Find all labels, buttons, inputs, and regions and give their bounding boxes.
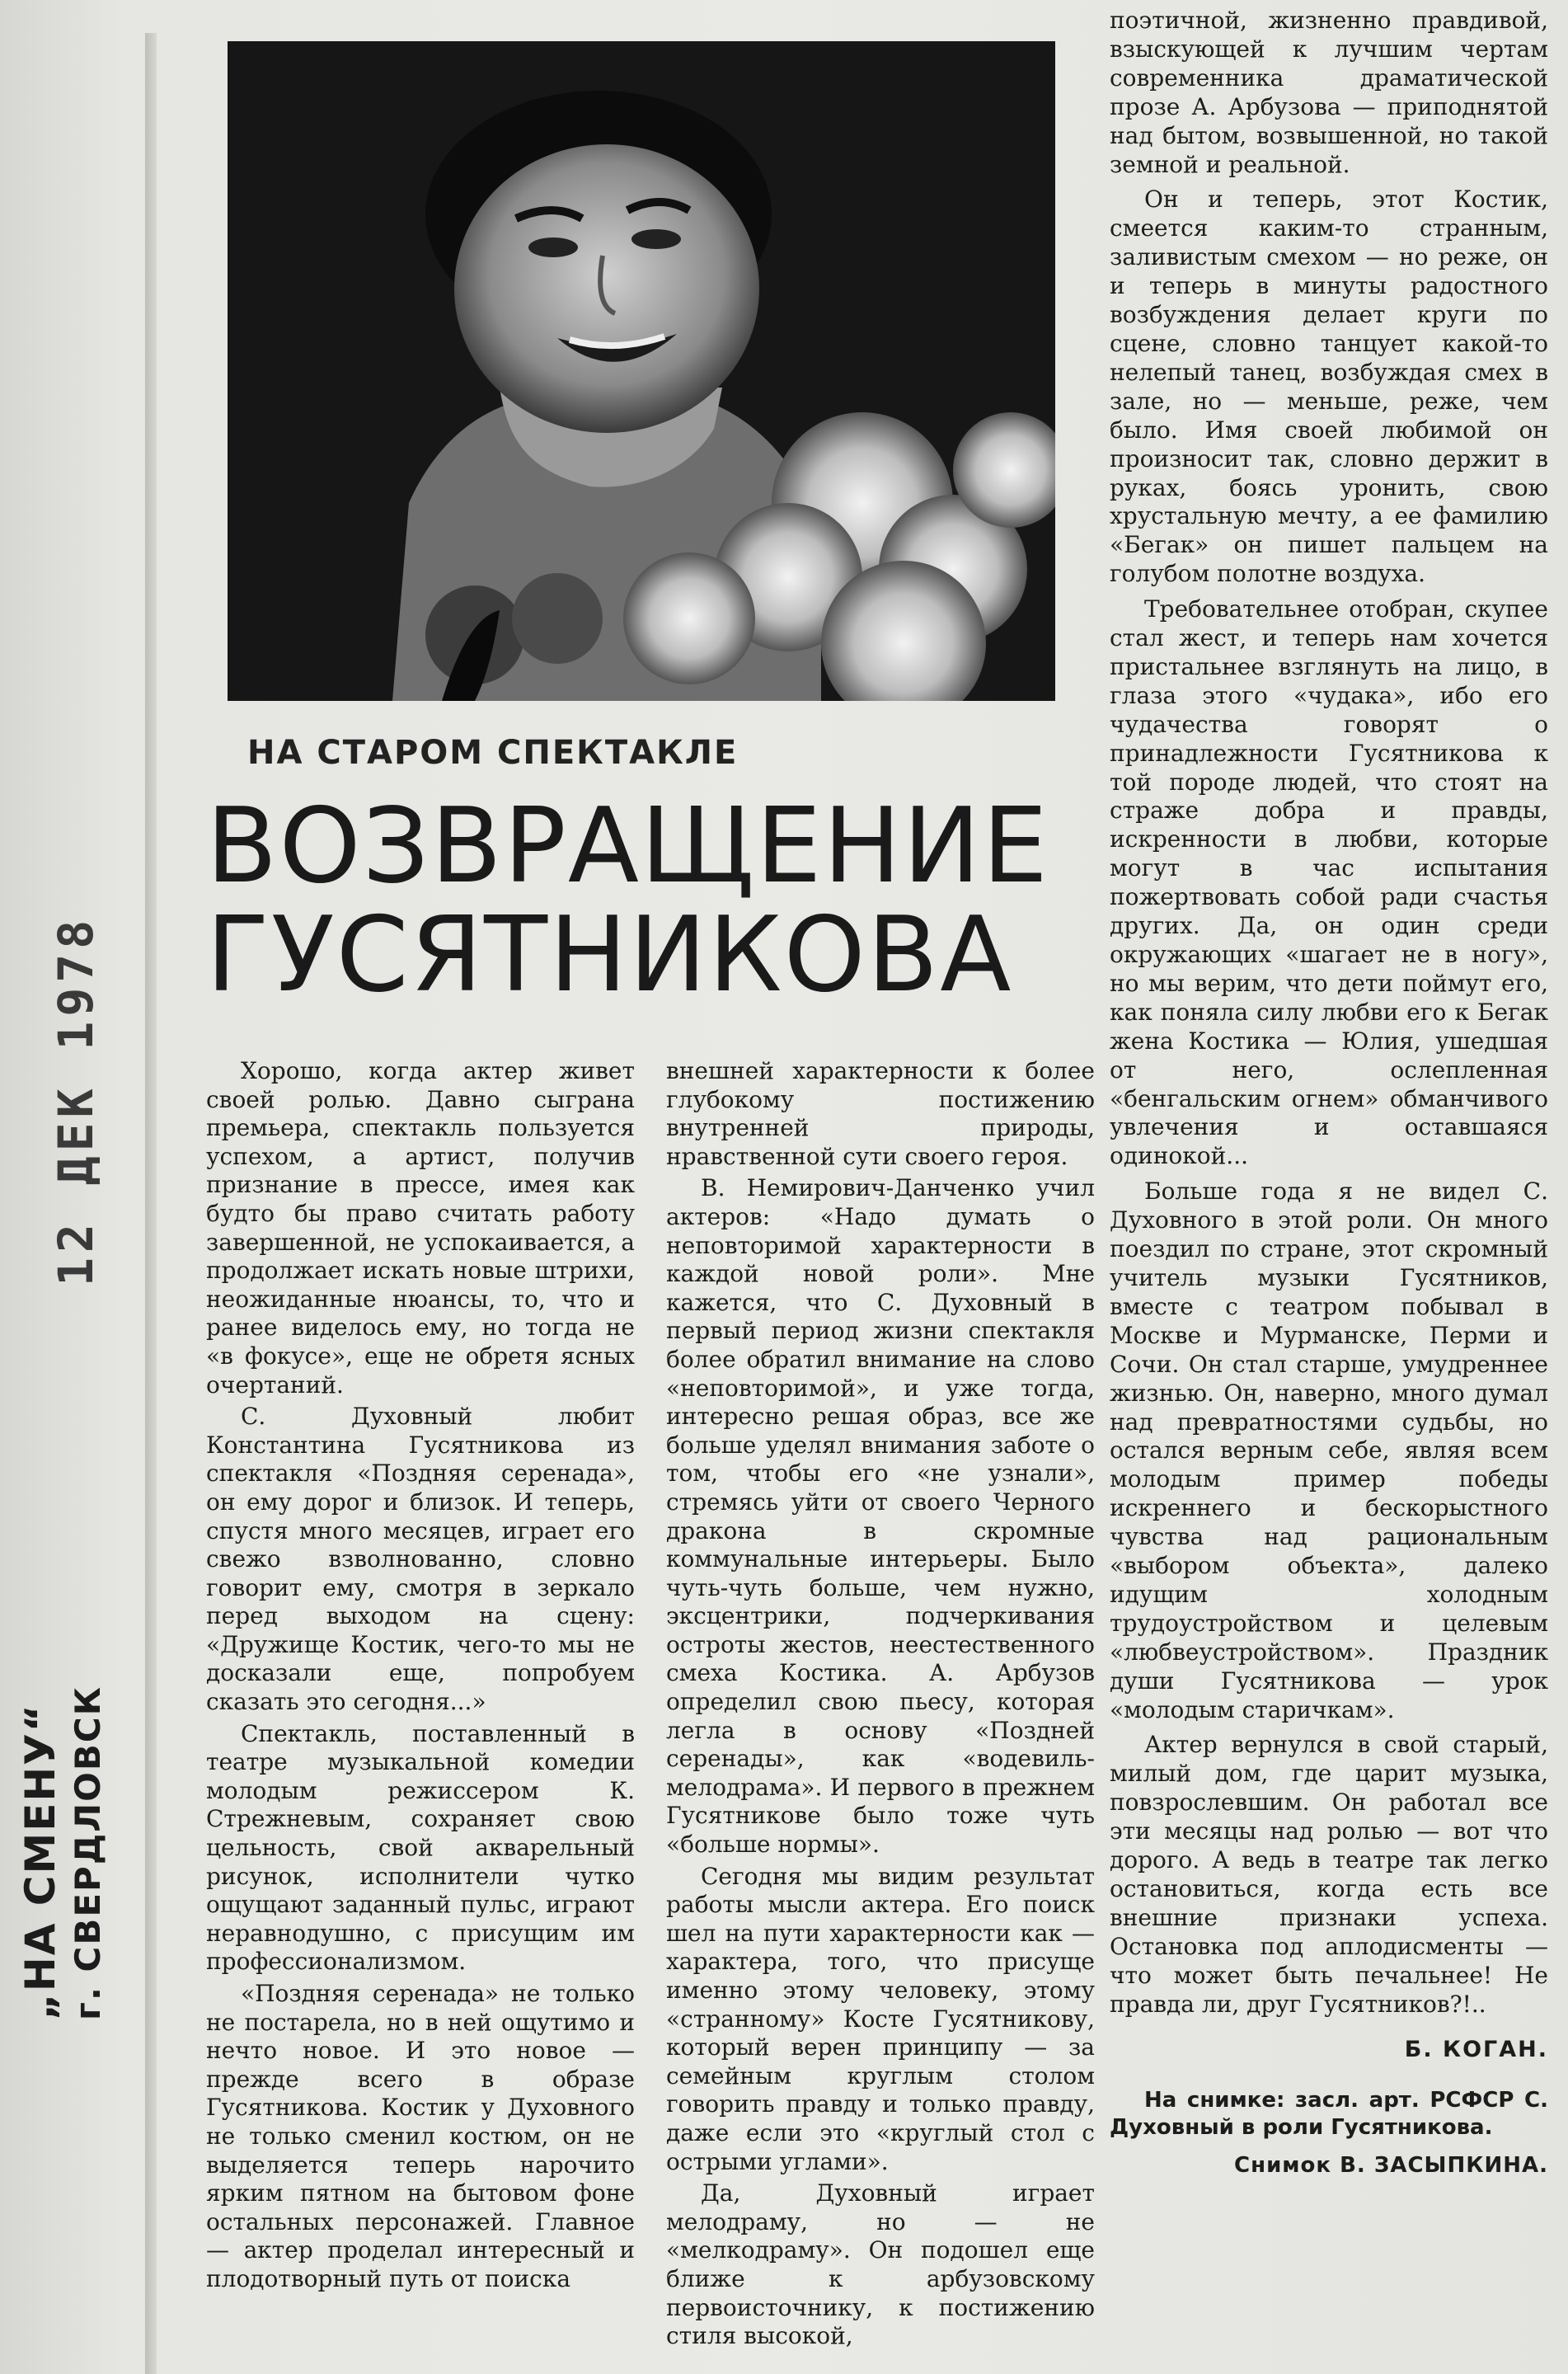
paragraph: Хорошо, когда актер живет своей ролью. Давно сыграна премьера, спектакль пользуется успехом, а артист, получив признание в прессе, имея как будто бы право считать работу завершенной, не успокаивается, а продолжает искать новые штрихи, неожиданные нюансы, то, что и ранее виделось ему, но тогда не «в фокусе», еще не обретя ясных очертаний. xyxy=(206,1057,635,1399)
paragraph: Больше года я не видел С. Духовного в этой роли. Он много поездил по стране, этот скромный учитель музыки Гусятников, вместе с театром побывал в Москве и Мурманске, Перми и Сочи. Он стал старше, умудреннее жизнью. Он, наверно, много думал над превратностями судьбы, но остался верным себе, являя всем молодым пример победы искреннего и бескорыстного чувства над рациональным «выбором объекта», далеко идущим холодным трудоустройством и целевым «любвеустройством». Праздник души Гусятникова — урок «молодым старичкам». xyxy=(1110,1178,1548,1723)
author-signature: Б. КОГАН. xyxy=(1404,2036,1548,2062)
photo-caption: На снимке: засл. арт. РСФСР С. Духовный в роли Гусятникова. xyxy=(1110,2088,1548,2141)
paragraph: Да, Духовный играет мелодраму, но — не «мелкодраму». Он подошел еще ближе к арбузовскому первоисточнику, к постижению стиля высокой, xyxy=(666,2179,1095,2350)
newspaper-name: „НА СМЕНУ“ xyxy=(16,1703,64,2020)
newspaper-city: г. СВЕРДЛОВСК xyxy=(68,1685,108,2020)
source-stamp xyxy=(16,1685,108,2020)
paragraph: Требовательнее отобран, скупее стал жест, и теперь нам хочется пристальнее взглянуть на лицо, в глаза этого «чудака», ибо его чудачества говорят о принадлежности Гусятникова к той породе людей, что стоят на страже добра и правды, искренности в любви, которые могут в час испытания пожертвовать собой ради счастья других. Да, он один среди окружающих «шагает не в ногу», но мы верим, что дети поймут его, как поняла силу любви его к Бегак жена Костика — Юлия, ушедшая от него, ослепленная «бенгальским огнем» обманчивого увлечения и оставшаяся одинокой... xyxy=(1110,595,1548,1170)
paragraph: В. Немирович-Данченко учил актеров: «Надо думать о неповторимой характерности в каждой новой роли». Мне кажется, что С. Духовный в первый период жизни спектакля более обратил внимание на слово «неповторимой», и уже тогда, интересно решая образ, все же больше уделял внимания заботе о том, чтобы его «не узнали», стремясь уйти от своего Черного дракона в скромные коммунальные интерьеры. Было чуть-чуть больше, чем нужно, эксцентрики, подчеркивания остроты жестов, неестественного смеха Костика. А. Арбузов определил свою пьесу, которая легла в основу «Поздней серенады», как «водевиль-мелодрама». И первого в прежнем Гусятникове было тоже чуть «больше нормы». xyxy=(666,1174,1095,1859)
column-1 xyxy=(206,1057,635,2294)
title-line-2: ГУСЯТНИКОВА xyxy=(206,894,1013,1015)
paragraph: «Поздняя серенада» не только не постарела, но в ней ощутимо и нечто новое. И это новое — прежде всего в образе Гусятникова. Костик у Духовного не только сменил костюм, он не выделяется теперь нарочито ярким пятном на бытовом фоне остальных персонажей. Главное — актер проделал интересный и плодотворный путь от поиска xyxy=(206,1980,635,2292)
paragraph: Спектакль, поставленный в театре музыкальной комедии молодым режиссером К. Стрежневым, сохраняет свою цельность, свой акварельный рисунок, исполнители чутко ощущают заданный пульс, играют неравнодушно, с присущим им профессионализмом. xyxy=(206,1719,635,1976)
date-stamp: 12 ДЕК 1978 xyxy=(48,914,104,1286)
column-3 xyxy=(1110,7,1548,2180)
paragraph: Сегодня мы видим результат работы мысли актера. Его поиск шел на пути характерности как — характера, того, что присуще именно этому человеку, этому «странному» Косте Гусятникову, который верен принципу — за семейным круглым столом говорить правду и только правду, даже если это «круглый стол с острыми углами». xyxy=(666,1862,1095,2175)
photo-credit: Снимок В. ЗАСЫПКИНА. xyxy=(1234,2153,1548,2179)
clipping-edge xyxy=(145,33,157,2374)
article-title xyxy=(206,785,1055,1015)
photo-image xyxy=(228,41,1055,701)
rubric: НА СТАРОМ СПЕКТАКЛЕ xyxy=(247,734,739,772)
title-line-1: ВОЗВРАЩЕНИЕ xyxy=(206,785,1050,906)
column-2 xyxy=(666,1057,1095,2351)
paragraph: внешней характерности к более глубокому постижению внутренней природы, нравственной сути своего героя. xyxy=(666,1057,1095,1170)
paragraph: поэтичной, жизненно правдивой, взыскующей к лучшим чертам современника драматической прозе А. Арбузова — приподнятой над бытом, возвышенной, но такой земной и реальной. xyxy=(1110,7,1548,178)
paragraph: Актер вернулся в свой старый, милый дом, где царит музыка, повзрослевшим. Он работал все эти месяцы над ролью — вот что дорого. А ведь в театре так легко остановиться, когда есть все внешние признаки успеха. Остановка под аплодисменты — что может быть печальнее! Не правда ли, друг Гусятников?!.. xyxy=(1110,1731,1548,2018)
paragraph: С. Духовный любит Константина Гусятникова из спектакля «Поздняя серенада», он ему дорог и близок. И теперь, спустя много месяцев, играет его свежо взволнованно, словно говорит ему, смотря в зеркало перед выходом на сцену: «Дружище Костик, чего-то мы не досказали еще, попробуем сказать это сегодня...» xyxy=(206,1403,635,1716)
actor-photo xyxy=(228,41,1055,701)
paragraph: Он и теперь, этот Костик, смеется каким-то странным, заливистым смехом — но реже, он и теперь в минуты радостного возбуждения делает круги по сцене, словно танцует какой-то нелепый танец, возбуждая смех в зале, но — меньше, реже, чем было. Имя своей любимой он произносит так, словно держит в руках, боясь уронить, свою хрустальную мечту, а ее фамилию «Бегак» он пишет пальцем на голубом полотне воздуха. xyxy=(1110,186,1548,588)
